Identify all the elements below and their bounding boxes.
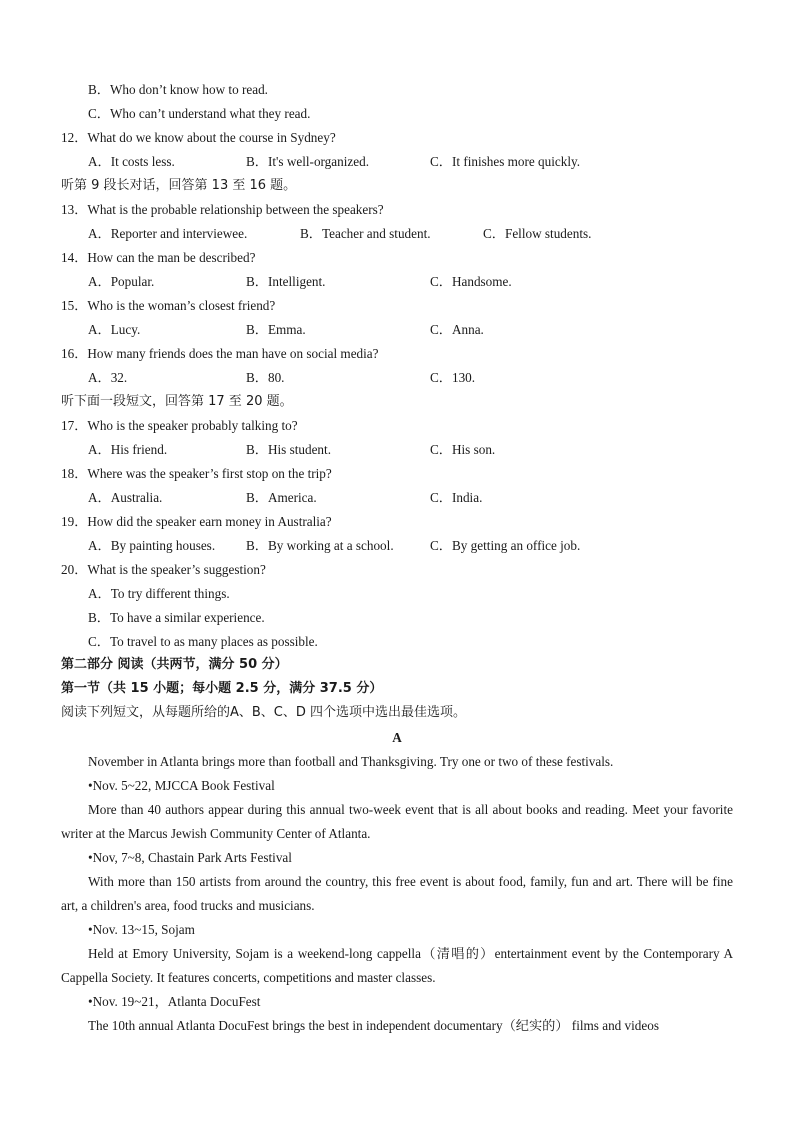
q17-option-a: A．His friend. — [88, 442, 168, 457]
q17-option-b: B．His student. — [246, 442, 331, 457]
q20-option-b: B．To have a similar experience. — [88, 610, 265, 625]
q16-option-a: A．32. — [88, 370, 128, 385]
q20-option-a: A．To try different things. — [88, 586, 230, 601]
event-heading: •Nov, 7~8, Chastain Park Arts Festival — [88, 850, 292, 865]
passage-a-intro: November in Atlanta brings more than football and Thanksgiving. Try one or two of these festivals. — [88, 754, 614, 769]
passage-instruction: 听下面一段短文，回答第 17 至 20 题。 — [61, 394, 293, 409]
event-body: With more than 150 artists from around the country, this free event is about food, family, fun and art. There will be fine art, a children's area, food trucks and musicians. — [61, 874, 733, 913]
q12-option-a: A．It costs less. — [88, 154, 175, 169]
q13-option-c: C．Fellow students. — [483, 226, 592, 241]
q13-option-b: B．Teacher and student. — [300, 226, 431, 241]
q18-option-a: A．Australia. — [88, 490, 163, 505]
q19-option-c: C．By getting an office job. — [430, 538, 581, 553]
q19-stem: 19．How did the speaker earn money in Australia? — [61, 514, 332, 529]
q18-stem: 18．Where was the speaker’s first stop on the trip? — [61, 466, 332, 481]
q16-option-b: B．80. — [246, 370, 285, 385]
q16-stem: 16．How many friends does the man have on social media? — [61, 346, 379, 361]
q12-option-c: C．It finishes more quickly. — [430, 154, 581, 169]
event-heading: •Nov. 5~22, MJCCA Book Festival — [88, 778, 275, 793]
q11-option-b: B．Who don’t know how to read. — [88, 82, 268, 97]
q17-stem: 17．Who is the speaker probably talking to? — [61, 418, 298, 433]
section1-title: 第一节（共 15 小题；每小题 2.5 分，满分 37.5 分） — [61, 681, 383, 696]
part2-title: 第二部分 阅读（共两节，满分 50 分） — [61, 657, 288, 672]
q19-option-b: B．By working at a school. — [246, 538, 394, 553]
q12-option-b: B．It's well-organized. — [246, 154, 369, 169]
q20-stem: 20．What is the speaker’s suggestion? — [61, 562, 266, 577]
q14-option-b: B．Intelligent. — [246, 274, 326, 289]
q18-option-b: B．America. — [246, 490, 317, 505]
q14-option-a: A．Popular. — [88, 274, 155, 289]
event-heading: •Nov. 13~15, Sojam — [88, 922, 195, 937]
q14-option-c: C．Handsome. — [430, 274, 512, 289]
q15-option-b: B．Emma. — [246, 322, 306, 337]
q15-option-a: A．Lucy. — [88, 322, 141, 337]
q12-stem: 12．What do we know about the course in Sydney? — [61, 130, 336, 145]
q17-option-c: C．His son. — [430, 442, 496, 457]
q15-stem: 15．Who is the woman’s closest friend? — [61, 298, 276, 313]
passage-a-label: A — [392, 730, 402, 745]
dialogue9-instruction: 听第 9 段长对话，回答第 13 至 16 题。 — [61, 178, 297, 193]
q20-option-c: C．To travel to as many places as possible. — [88, 634, 318, 649]
event-body: More than 40 authors appear during this annual two-week event that is all about books and reading. Meet your favorite writer at the Marcus Jewish Community Center of Atlanta. — [61, 802, 733, 841]
q18-option-c: C．India. — [430, 490, 483, 505]
q14-stem: 14．How can the man be described? — [61, 250, 256, 265]
q13-stem: 13．What is the probable relationship between the speakers? — [61, 202, 384, 217]
q15-option-c: C．Anna. — [430, 322, 484, 337]
q13-option-a: A．Reporter and interviewee. — [88, 226, 248, 241]
q19-option-a: A．By painting houses. — [88, 538, 216, 553]
section1-instruction: 阅读下列短文，从每题所给的A、B、C、D 四个选项中选出最佳选项。 — [61, 705, 467, 720]
q16-option-c: C．130. — [430, 370, 476, 385]
event-body: The 10th annual Atlanta DocuFest brings the best in independent documentary（纪实的） films and videos — [88, 1018, 659, 1033]
q11-option-c: C．Who can’t understand what they read. — [88, 106, 311, 121]
event-body: Held at Emory University, Sojam is a weekend-long cappella（清唱的）entertainment event by the Contemporary A Cappella Society. It features concerts, competitions and master classes. — [61, 946, 733, 985]
event-heading: •Nov. 19~21，Atlanta DocuFest — [88, 994, 261, 1009]
